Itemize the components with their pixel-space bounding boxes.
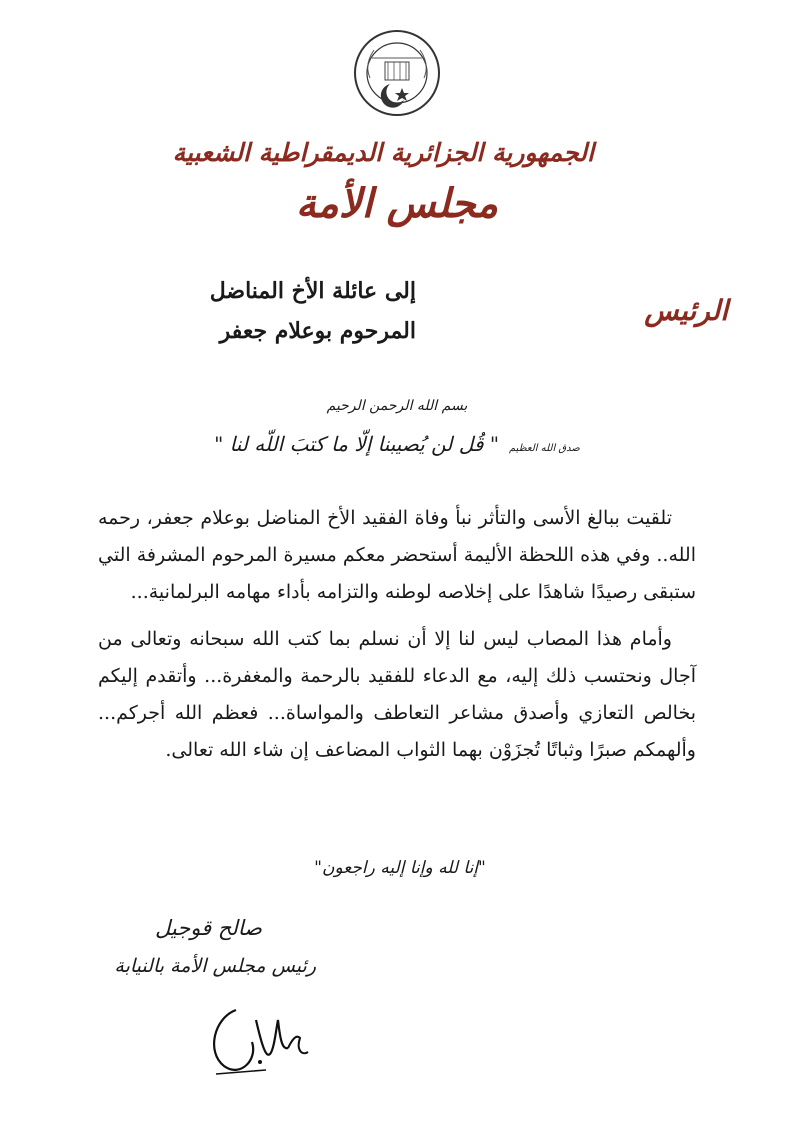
state-seal-icon: [352, 28, 442, 118]
body-paragraph-2: وأمام هذا المصاب ليس لنا إلا أن نسلم بما كتب الله سبحانه وتعالى من آجال ونحتسب ذلك إليه، مع الدعاء للفقيد بالرحمة والمغفرة... وأتقدم إليكم بخالص التعازي وأصدق مشاعر التعاطف والمواساة... فعظم الله أجركم... وألهمكم صبرًا وثباتًا تُجزَوْن بهما الثواب المضاعف إن شاء الله تعالى.: [98, 628, 696, 761]
republic-name: الجمهورية الجزائرية الديمقراطية الشعبية: [172, 138, 594, 167]
council-name: مجلس الأمة: [295, 180, 499, 227]
sender-label: الرئيس: [644, 294, 728, 327]
verse-attribution: صدق الله العظيم: [509, 443, 580, 454]
recipient-line-1: إلى عائلة الأخ المناضل: [209, 278, 416, 304]
recipient-line-2: المرحوم بوعلام جعفر: [219, 318, 416, 344]
closing-verse: "إنا لله وإنا إليه راجعون": [314, 858, 486, 878]
body-paragraph-1: تلقيت ببالغ الأسى والتأثر نبأ وفاة الفقيد الأخ المناضل بوعلام جعفر، رحمه الله.. وفي هذه اللحظة الأليمة أستحضر معكم مسيرة المرحوم المشرفة التي ستبقى رصيدًا شاهدًا على إخلاصه لوطنه والتزامه بأداء مهامه البرلمانية...: [98, 507, 696, 603]
signatory-title: رئيس مجلس الأمة بالنيابة: [114, 955, 316, 977]
signatory-name: صالح قوجيل: [155, 916, 262, 940]
verse-row: [200, 432, 594, 456]
handwritten-signature: [196, 990, 326, 1080]
basmala: بسم الله الرحمن الرحيم: [326, 398, 468, 414]
quran-verse: " قُل لن يُصيبنا إلّا ما كتبَ اللّه لنا ": [214, 432, 500, 456]
letter-body: [98, 500, 696, 769]
